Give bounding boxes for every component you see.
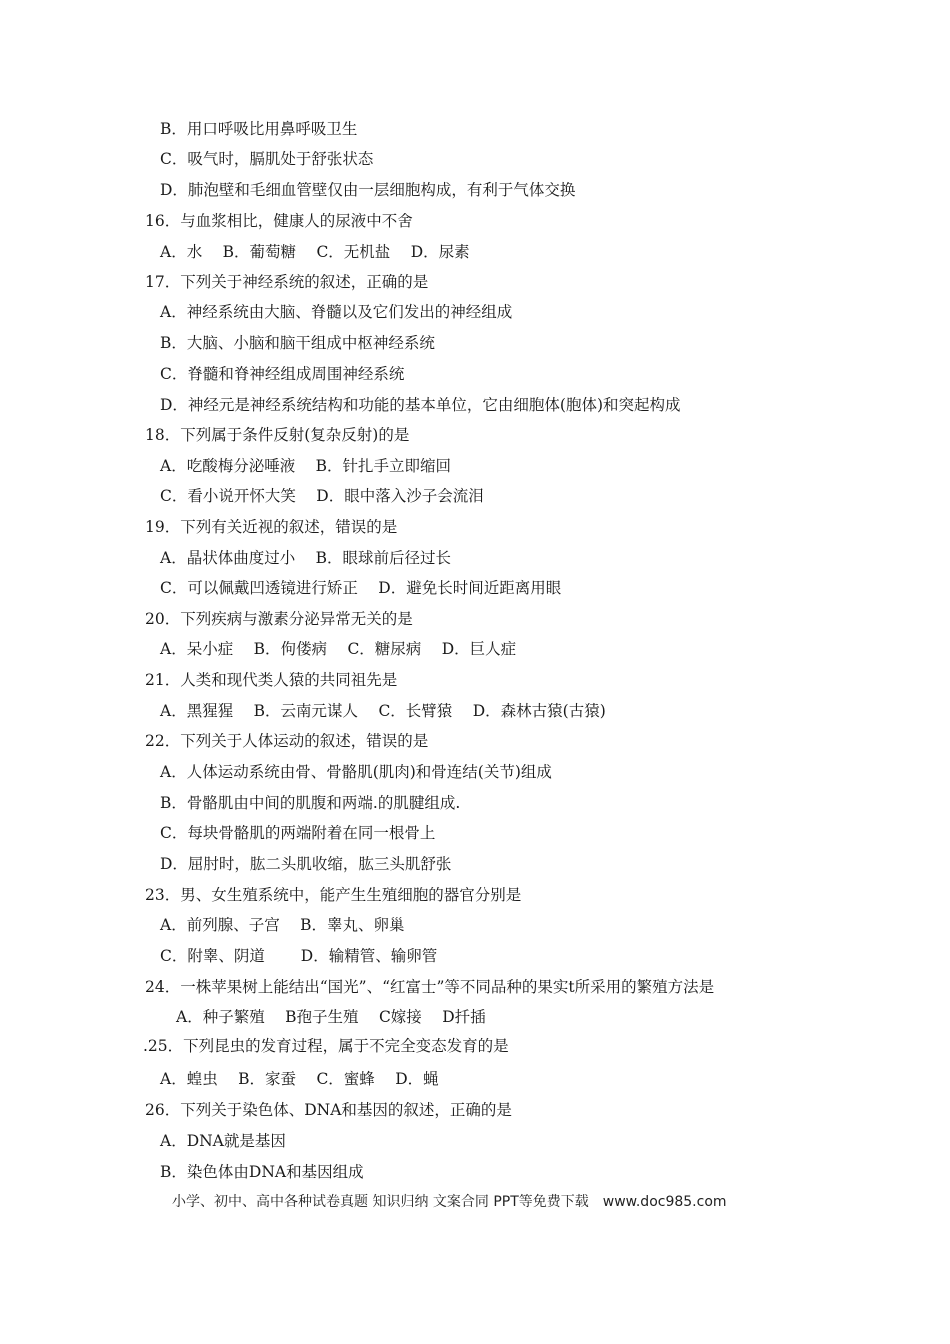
- options-25: A．蝗虫 B．家蚕 C．蜜蜂 D．蝇: [160, 1070, 439, 1088]
- question-17: 17．下列关于神经系统的叙述，正确的是: [145, 273, 429, 291]
- question-24: 24．一株苹果树上能结出“国光”、“红富士”等不同品种的果实t所采用的繁殖方法是: [145, 978, 715, 996]
- options-18-ab: A．吃酸梅分泌唾液 B．针扎手立即缩回: [160, 457, 452, 475]
- options-19-cd: C．可以佩戴凹透镜进行矫正 D．避免长时间近距离用眼: [160, 579, 562, 597]
- option-17a: A．神经系统由大脑、脊髓以及它们发出的神经组成: [160, 303, 513, 321]
- option-17c: C．脊髓和脊神经组成周围神经系统: [160, 365, 405, 383]
- question-21: 21．人类和现代类人猿的共同祖先是: [145, 671, 398, 689]
- option-15b: B．用口呼吸比用鼻呼吸卫生: [160, 120, 358, 138]
- question-23: 23．男、女生殖系统中，能产生生殖细胞的器官分别是: [145, 886, 522, 904]
- options-24: A．种子繁殖 B孢子生殖 C嫁接 D扦插: [176, 1008, 486, 1026]
- option-15d: D．肺泡壁和毛细血管壁仅由一层细胞构成，有利于气体交换: [160, 181, 576, 199]
- option-26b: B．染色体由DNA和基因组成: [160, 1163, 364, 1181]
- question-19: 19．下列有关近视的叙述，错误的是: [145, 518, 398, 536]
- option-22b: B．骨骼肌由中间的肌腹和两端.的肌腱组成.: [160, 794, 461, 812]
- footer-watermark-text: 小学、初中、高中各种试卷真题 知识归纳 文案合同 PPT等免费下载 www.doc985.com: [172, 1194, 727, 1210]
- option-26a: A．DNA就是基因: [160, 1132, 286, 1150]
- options-23-ab: A．前列腺、子宫 B．睾丸、卵巢: [160, 916, 405, 934]
- question-16: 16．与血浆相比，健康人的尿液中不舍: [145, 212, 413, 230]
- option-15c: C．吸气时，膈肌处于舒张状态: [160, 150, 374, 168]
- question-26: 26．下列关于染色体、DNA和基因的叙述，正确的是: [145, 1101, 512, 1119]
- question-22: 22．下列关于人体运动的叙述，错误的是: [145, 732, 429, 750]
- options-20: A．呆小症 B．佝偻病 C．糖尿病 D．巨人症: [160, 640, 517, 658]
- option-17b: B．大脑、小脑和脑干组成中枢神经系统: [160, 334, 435, 352]
- options-16: A．水 B．葡萄糖 C．无机盐 D．尿素: [160, 243, 470, 261]
- options-23-cd: C．附睾、阴道 D．输精管、输卵管: [160, 947, 438, 965]
- question-18: 18．下列属于条件反射(复杂反射)的是: [145, 426, 410, 444]
- option-22d: D．屈肘时，肱二头肌收缩，肱三头肌舒张: [160, 855, 452, 873]
- option-22c: C．每块骨骼肌的两端附着在同一根骨上: [160, 824, 436, 842]
- options-18-cd: C．看小说开怀大笑 D．眼中落入沙子会流泪: [160, 487, 484, 505]
- options-21: A．黑猩猩 B．云南元谋人 C．长臂猿 D．森林古猿(古猿): [160, 702, 606, 720]
- question-25: .25．下列昆虫的发育过程，属于不完全变态发育的是: [143, 1037, 509, 1055]
- options-19-ab: A．晶状体曲度过小 B．眼球前后径过长: [160, 549, 452, 567]
- question-20: 20．下列疾病与激素分泌异常无关的是: [145, 610, 413, 628]
- option-22a: A．人体运动系统由骨、骨骼肌(肌肉)和骨连结(关节)组成: [160, 763, 552, 781]
- option-17d: D．神经元是神经系统结构和功能的基本单位，它由细胞体(胞体)和突起构成: [160, 396, 681, 414]
